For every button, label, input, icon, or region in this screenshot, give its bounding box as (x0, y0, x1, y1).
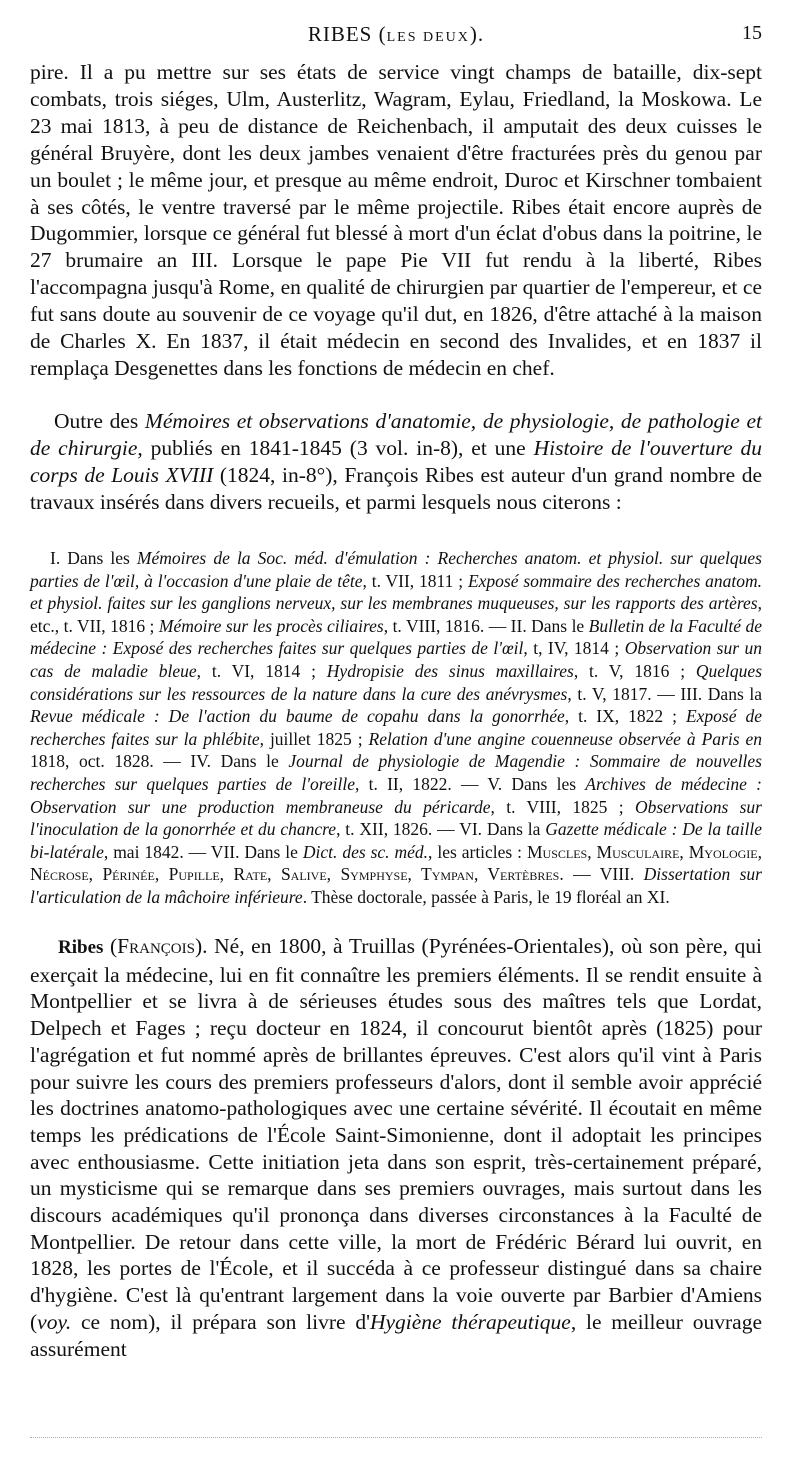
biography-entry: Ribes (François). Né, en 1800, à Truillas (Pyrénées-Orientales), où son père, qui exerçait la médecine, lui en fit connaître les premiers éléments. Il se rendit ensuite à Montpellier et se livra à de sérieuses études sous des maîtres tels que Lordat, Delpech et Fages ; reçu docteur en 1824, il concourut bientôt après (1825) pour l'agrégation et fut nommé après de brillantes épreuves. C'est alors qu'il vint à Paris pour suivre les cours des premiers professeurs d'alors, dont il semble avoir apprécié les doctrines anatomo-pathologiques avec une certaine sévérité. Il écoutait en même temps les prédications de l'École Saint-Simonienne, dont il adoptait les principes avec enthousiasme. Cette initiation jeta dans son esprit, très-certainement préparé, un mysticisme qui se remarque dans ses premiers ouvrages, mais surtout dans les discours académiques qu'il prononça dans diverses circonstances à la Faculté de Montpellier. De retour dans cette ville, la mort de Frédéric Bérard lui ouvrit, en 1828, les portes de l'École, et il succéda à ce professeur distingué dans sa chaire d'hygiène. C'est là qu'entrant largement dans la voie ouverte par Barbier d'Amiens (voy. ce nom), il prépara son livre d'Hygiène thérapeutique, le meilleur ouvrage assurément (30, 934, 762, 1361)
running-header (30, 22, 762, 52)
bibliography-notes: I. Dans les Mémoires de la Soc. méd. d'émulation : Recherches anatom. et physiol. sur quelques parties de l'œil, à l'occasion d'une plaie de tête, t. VII, 1811 ; Exposé sommaire des recherches anatom. et physiol. faites sur les ganglions nerveux, sur les membranes muqueuses, sur les rapports des artères, etc., t. VII, 1816 ; Mémoire sur les procès ciliaires, t. VIII, 1816. — II. Dans le Bulletin de la Faculté de médecine : Exposé des recherches faites sur quelques parties de l'œil, t, IV, 1814 ; Observation sur un cas de maladie bleue, t. VI, 1814 ; Hydropisie des sinus maxillaires, t. V, 1816 ; Quelques considérations sur les ressources de la nature dans la cure des anévrysmes, t. V, 1817. — III. Dans la Revue médicale : De l'action du baume de copahu dans la gonorrhée, t. IX, 1822 ; Exposé de recherches faites sur la phlébite, juillet 1825 ; Relation d'une angine couenneuse observée à Paris en 1818, oct. 1828. — IV. Dans le Journal de physiologie de Magendie : Sommaire de nouvelles recherches sur quelques parties de l'oreille, t. II, 1822. — V. Dans les Archives de médecine : Observation sur une production membraneuse du péricarde, t. VIII, 1825 ; Observations sur l'inoculation de la gonorrhée et du chancre, t. XII, 1826. — VI. Dans la Gazette médicale : De la taille bi-latérale, mai 1842. — VII. Dans le Dict. des sc. méd., les articles : Muscles, Musculaire, Myologie, Nécrose, Périnée, Pupille, Rate, Salive, Symphyse, Tympan, Vertèbres. — VIII. Dissertation sur l'articulation de la mâchoire inférieure. Thèse doctorale, passée à Paris, le 19 floréal an XI. (30, 548, 763, 907)
page-number: 15 (742, 22, 762, 44)
paragraph-text: pire. Il a pu mettre sur ses états de service vingt champs de bataille, dix-sept combats, trois siéges, Ulm, Austerlitz, Wagram, Eylau, Friedland, la Moskowa. Le 23 mai 1813, à peu de distance de Reichenbach, il amputait des deux cuisses le général Bruyère, dont les deux jambes venaient d'être fracturées près du genou par un boulet ; le même jour, et presque au même endroit, Duroc et Kirschner tombaient à ses côtés, le ventre traversé par le même projectile. Ribes était encore auprès de Dugommier, lorsque ce général fut blessé à mort d'un éclat d'obus dans la poitrine, le 27 brumaire an III. Lorsque le pape Pie VII fut rendu à la liberté, Ribes l'accompagna jusqu'à Rome, en qualité de chirurgien par quartier de l'empereur, et ce fut sans doute au souvenir de ce voyage qu'il dut, en 1826, d'être attaché à la maison de Charles X. En 1837, il était médecin en second des Invalides, et en 1837 il remplaça Desgenettes dans les fonctions de médecin en chef. (30, 60, 762, 380)
paragraph-works (30, 408, 762, 516)
paragraph-continuation (30, 59, 762, 382)
running-title: RIBES (LES DEUX). (307, 22, 485, 46)
entry-name: Ribes (58, 937, 104, 958)
footer-rule (30, 1437, 762, 1438)
paragraph-text: Outre des Mémoires et observations d'anatomie, de physiologie, de pathologie et de chirurgie, publiés en 1841-1845 (3 vol. in-8), et une Histoire de l'ouverture du corps de Louis XVIII (1824, in-8°), François Ribes est auteur d'un grand nombre de travaux insérés dans divers recueils, et parmi lesquels nous citerons : (30, 409, 763, 514)
